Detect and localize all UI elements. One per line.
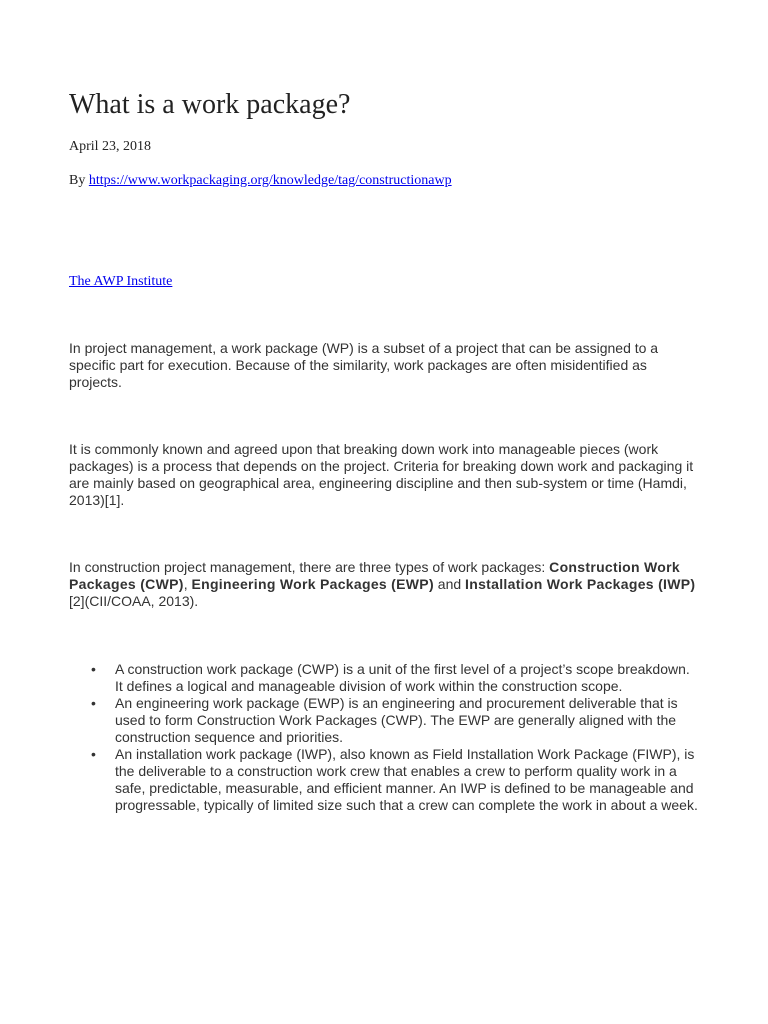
paragraph-breakdown: It is commonly known and agreed upon that breaking down work into manageable pieces (work packages) is a process that depends on the project. Criteria for breaking down work and packaging it are mainly based on geographical area, engineering discipline and then sub-system or time (Hamdi, 2013)[1]. bbox=[69, 441, 694, 508]
page-title: What is a work package? bbox=[69, 89, 351, 120]
bullet-icon: • bbox=[91, 695, 96, 711]
list-item bbox=[69, 746, 701, 814]
list-item-text: An installation work package (IWP), also known as Field Installation Work Package (FIWP), is the deliverable to a construction work crew that enables a crew to perform quality work in a safe, predictable, measurable, and efficient manner. An IWP is defined to be manageable and progressable, typically of limited size such that a crew can complete the work in about a week. bbox=[115, 746, 698, 813]
types-separator: and bbox=[433, 576, 466, 592]
organization-link[interactable]: The AWP Institute bbox=[69, 274, 173, 289]
types-separator: , bbox=[183, 576, 192, 592]
list-item bbox=[69, 695, 701, 746]
list-item bbox=[69, 661, 701, 695]
publish-date: April 23, 2018 bbox=[69, 139, 152, 154]
byline-prefix: By bbox=[69, 173, 89, 188]
work-package-list bbox=[69, 661, 701, 814]
paragraph-types bbox=[69, 559, 701, 610]
bullet-icon: • bbox=[91, 661, 96, 677]
list-item-text: A construction work package (CWP) is a unit of the first level of a project’s scope breakdown. It defines a logical and manageable division of work within the construction scope. bbox=[115, 661, 690, 694]
bullet-icon: • bbox=[91, 746, 96, 762]
term-ewp: Engineering Work Packages (EWP) bbox=[191, 576, 434, 592]
author-link[interactable]: https://www.workpackaging.org/knowledge/tag/constructionawp bbox=[88, 173, 452, 188]
types-intro: In construction project management, there are three types of work packages: bbox=[69, 559, 550, 575]
list-item-text: An engineering work package (EWP) is an engineering and procurement deliverable that is used to form Construction Work Packages (CWP). The EWP are generally aligned with the construction sequence and priorities. bbox=[115, 695, 678, 745]
types-citation: [2](CII/COAA, 2013). bbox=[69, 593, 199, 609]
organization bbox=[69, 273, 172, 291]
term-cwp: Construction Work Packages (CWP) bbox=[69, 559, 680, 592]
paragraph-intro: In project management, a work package (WP) is a subset of a project that can be assigned to a specific part for execution. Because of the similarity, work packages are often misidentified as projects. bbox=[69, 340, 659, 390]
byline bbox=[69, 172, 452, 190]
term-iwp: Installation Work Packages (IWP) bbox=[465, 576, 696, 592]
